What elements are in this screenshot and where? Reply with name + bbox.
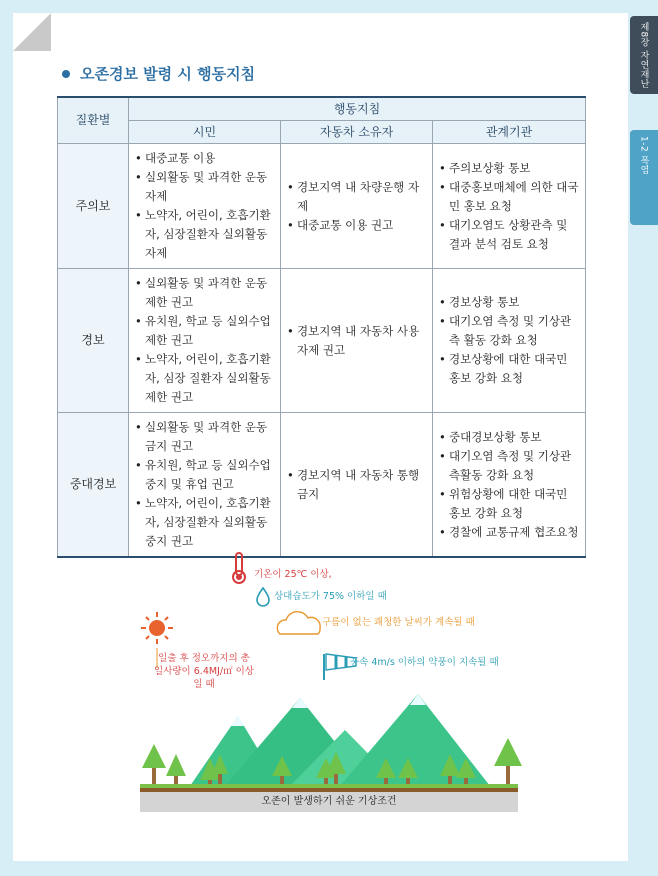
- cell-citizen: [129, 269, 281, 413]
- section-title: 오존경보 발령 시 행동지침: [80, 65, 256, 83]
- action-item: • 유치원, 학교 등 실외수업 제한 권고: [135, 312, 274, 350]
- col-header-guideline: 행동지침: [129, 97, 586, 121]
- action-item: • 주의보상황 통보: [439, 159, 579, 178]
- cell-car-owner: [281, 269, 433, 413]
- action-list: [287, 322, 426, 360]
- cell-car-owner: [281, 413, 433, 558]
- cell-citizen: [129, 413, 281, 558]
- action-item: • 경보지역 내 차량운행 자제: [287, 178, 426, 216]
- illustration-caption: 오존이 발생하기 쉬운 기상조건: [140, 792, 518, 812]
- action-item: • 대중교통 이용: [135, 149, 274, 168]
- action-list: [135, 418, 274, 551]
- section-heading: [62, 63, 255, 84]
- row-level-label: 중대경보: [58, 413, 129, 558]
- action-item: • 실외활동 및 과격한 운동 금지 권고: [135, 418, 274, 456]
- table-row: [58, 269, 586, 413]
- action-item: • 대기오염 측정 및 기상관측활동 강화 요청: [439, 447, 579, 485]
- table-body: [58, 144, 586, 558]
- cell-agency: [433, 269, 586, 413]
- action-item: • 대기오염도 상황관측 및 결과 분석 검토 요청: [439, 216, 579, 254]
- action-item: • 실외활동 및 과격한 운동 자제: [135, 168, 274, 206]
- row-level-label: 경보: [58, 269, 129, 413]
- action-item: • 노약자, 어린이, 호흡기환자, 심장질환자 실외활동 자제: [135, 206, 274, 263]
- col-header-level: 질환별: [58, 97, 129, 144]
- section-tab[interactable]: 1-2 폭염: [630, 130, 658, 225]
- heading-bullet-icon: [62, 70, 70, 78]
- action-list: [135, 149, 274, 263]
- condition-humidity: 상대습도가 75% 이하일 때: [274, 591, 387, 602]
- action-item: • 대중홍보매체에 의한 대국민 홍보 요청: [439, 178, 579, 216]
- col-header-agency: 관계기관: [433, 121, 586, 144]
- condition-cloud: 구름이 없는 쾌청한 날씨가 계속될 때: [322, 617, 475, 628]
- action-list: [287, 178, 426, 235]
- action-item: • 경보지역 내 자동차 사용 자제 권고: [287, 322, 426, 360]
- thermometer-icon: [233, 553, 245, 583]
- action-item: • 경찰에 교통규제 협조요청: [439, 523, 579, 542]
- table-row: [58, 413, 586, 558]
- chapter-tab[interactable]: 제8장 자연재난: [630, 16, 658, 94]
- water-drop-icon: [257, 588, 269, 606]
- action-item: • 경보지역 내 자동차 통행 금지: [287, 466, 426, 504]
- action-list: [439, 293, 579, 388]
- action-item: • 위험상황에 대한 대국민 홍보 강화 요청: [439, 485, 579, 523]
- action-item: • 중대경보상황 통보: [439, 428, 579, 447]
- action-item: • 대기오염 측정 및 기상관측 활동 강화 요청: [439, 312, 579, 350]
- table-row: [58, 144, 586, 269]
- ground-grass: [140, 784, 518, 788]
- col-header-car-owner: 자동차 소유자: [281, 121, 433, 144]
- condition-temperature: 기온이 25℃ 이상,: [254, 569, 332, 580]
- action-item: • 대중교통 이용 권고: [287, 216, 426, 235]
- cell-car-owner: [281, 144, 433, 269]
- action-list: [439, 159, 579, 254]
- page-corner-fold: [13, 13, 51, 51]
- action-list: [287, 466, 426, 504]
- cell-agency: [433, 413, 586, 558]
- condition-sunlight: 일출 후 정오까지의 총일사량이 6.4MJ/㎡ 이상일 때: [154, 653, 254, 690]
- action-list: [135, 274, 274, 407]
- guideline-table: [57, 96, 586, 558]
- action-item: • 실외활동 및 과격한 운동 제한 권고: [135, 274, 274, 312]
- action-item: • 경보상황 통보: [439, 293, 579, 312]
- action-item: • 노약자, 어린이, 호흡기환자, 심장질환자 실외활동 중지 권고: [135, 494, 274, 551]
- cell-citizen: [129, 144, 281, 269]
- cell-agency: [433, 144, 586, 269]
- col-header-citizen: 시민: [129, 121, 281, 144]
- action-list: [439, 428, 579, 542]
- row-level-label: 주의보: [58, 144, 129, 269]
- weather-illustration: [130, 548, 530, 818]
- cloud-icon: [277, 612, 320, 634]
- condition-wind: 풍속 4m/s 이하의 약풍이 지속될 때: [350, 657, 499, 668]
- action-item: • 유치원, 학교 등 실외수업 중지 및 휴업 권고: [135, 456, 274, 494]
- action-item: • 경보상황에 대한 대국민 홍보 강화 요청: [439, 350, 579, 388]
- action-item: • 노약자, 어린이, 호흡기환자, 심장 질환자 실외활동 제한 권고: [135, 350, 274, 407]
